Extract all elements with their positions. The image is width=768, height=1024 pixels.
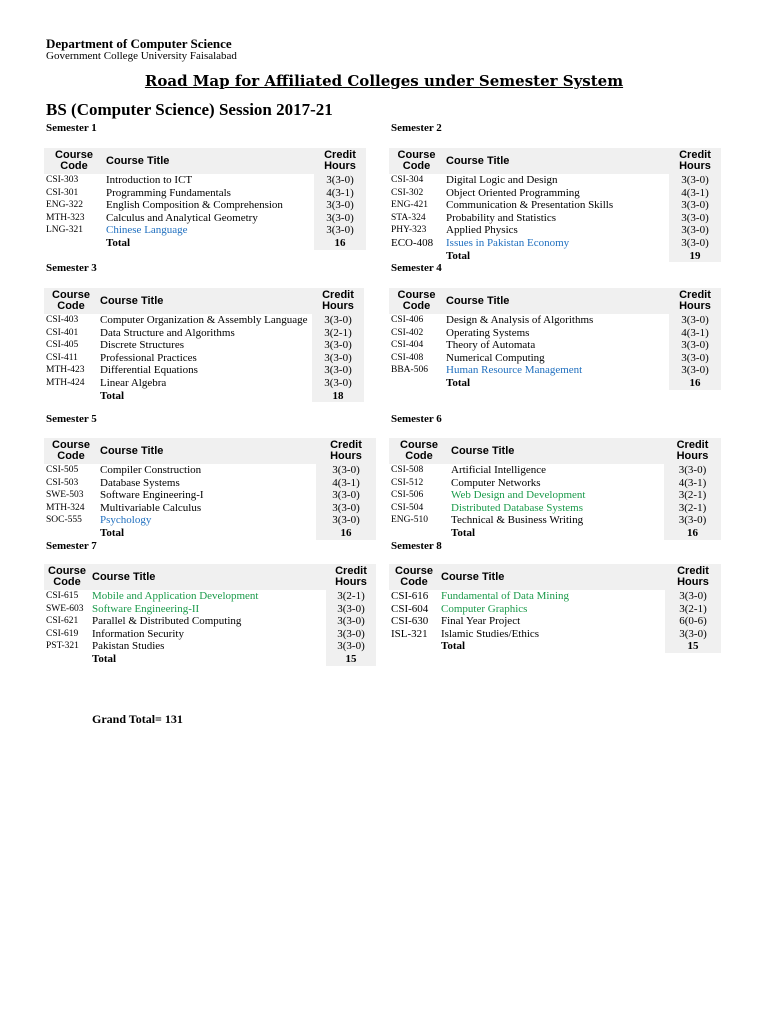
course-row	[44, 615, 376, 628]
total-credits: 15	[326, 653, 376, 666]
course-title: Digital Logic and Design	[446, 174, 558, 186]
credit-hours: 3(3-0)	[312, 352, 364, 365]
course-code: CSI-301	[46, 187, 79, 198]
credit-hours: 3(3-0)	[312, 314, 364, 327]
course-title[interactable]: Software Engineering-II	[92, 602, 200, 615]
course-code: CSI-304	[391, 175, 424, 185]
header-course-title: Course Title	[444, 288, 669, 314]
header-course-code: Course Code	[44, 288, 98, 314]
course-row	[389, 187, 721, 200]
header-course-title: Course Title	[449, 438, 664, 464]
course-code: MTH-323	[46, 212, 85, 223]
total-credits: 16	[316, 527, 376, 540]
course-code: BBA-506	[391, 365, 428, 376]
header-course-code: Course Code	[389, 288, 444, 314]
course-code: CSI-616	[391, 590, 429, 602]
credit-hours: 3(2-1)	[664, 489, 721, 502]
credit-hours: 4(3-1)	[314, 187, 366, 200]
course-row	[389, 590, 721, 603]
credit-hours: 4(3-1)	[669, 187, 721, 200]
course-code: CSI-619	[46, 628, 79, 639]
total-row	[389, 250, 721, 263]
course-title: Artificial Intelligence	[451, 464, 546, 476]
header-course-code: Course Code	[389, 564, 439, 590]
course-code: ECO-408	[391, 236, 434, 249]
course-title: Computer Networks	[451, 476, 541, 489]
course-code: MTH-324	[46, 502, 85, 513]
course-row	[389, 314, 721, 327]
header-credit-hours: Credit Hours	[664, 438, 721, 464]
course-row	[44, 464, 376, 477]
credit-hours: 3(2-1)	[664, 502, 721, 515]
course-title: Calculus and Analytical Geometry	[106, 211, 258, 224]
course-row	[44, 327, 364, 340]
credit-hours: 3(2-1)	[312, 327, 364, 340]
semester-6-label: Semester 6	[391, 413, 442, 425]
course-title: Information Security	[92, 627, 184, 640]
course-title[interactable]: Fundamental of Data Mining	[441, 590, 570, 602]
course-row	[44, 212, 366, 225]
credit-hours: 3(3-0)	[669, 314, 721, 327]
course-code: SWE-503	[46, 490, 84, 501]
course-code: SWE-603	[46, 603, 84, 614]
course-code: CSI-508	[391, 465, 424, 475]
course-title: Compiler Construction	[100, 464, 202, 476]
credit-hours: 3(3-0)	[669, 237, 721, 250]
total-row	[389, 527, 721, 540]
header-course-code: Course Code	[44, 564, 90, 590]
header-course-code: Course Code	[44, 438, 98, 464]
credit-hours: 3(3-0)	[664, 514, 721, 527]
course-row	[44, 477, 376, 490]
semester-8-table	[389, 564, 721, 653]
course-code: CSI-403	[46, 315, 79, 325]
total-credits: 16	[314, 237, 366, 250]
header-credit-hours: Credit Hours	[326, 564, 376, 590]
course-title: Numerical Computing	[446, 351, 545, 364]
session-title: BS (Computer Science) Session 2017-21	[46, 100, 333, 119]
course-code: LNG-321	[46, 225, 83, 236]
credit-hours: 3(3-0)	[312, 339, 364, 352]
course-title: Communication & Presentation Skills	[446, 199, 614, 212]
total-label: Total	[446, 249, 471, 262]
course-title[interactable]: Mobile and Application Development	[92, 590, 259, 602]
header-course-title: Course Title	[439, 564, 665, 590]
course-code: CSI-401	[46, 327, 79, 338]
credit-hours: 3(3-0)	[316, 514, 376, 527]
credit-hours: 3(3-0)	[326, 640, 376, 653]
course-row	[389, 502, 721, 515]
credit-hours: 3(3-0)	[316, 464, 376, 477]
course-title: Theory of Automata	[446, 339, 536, 352]
course-row	[389, 364, 721, 377]
semester-5-table	[44, 438, 376, 540]
credit-hours: 3(2-1)	[326, 590, 376, 603]
course-title[interactable]: Distributed Database Systems	[451, 501, 583, 514]
total-credits: 18	[312, 390, 364, 403]
header-course-title: Course Title	[98, 288, 312, 314]
semester-3-table	[44, 288, 364, 402]
course-title[interactable]: Chinese Language	[106, 224, 188, 237]
total-credits: 16	[664, 527, 721, 540]
course-code: SOC-555	[46, 515, 82, 526]
course-title: Database Systems	[100, 476, 180, 489]
credit-hours: 3(3-0)	[316, 489, 376, 502]
total-spacer	[389, 527, 449, 540]
course-row	[389, 603, 721, 616]
total-spacer	[44, 527, 98, 540]
semester-4-table	[389, 288, 721, 390]
course-code: CSI-512	[391, 477, 424, 488]
credit-hours: 3(3-0)	[669, 364, 721, 377]
total-spacer	[389, 640, 439, 653]
credit-hours: 3(3-0)	[314, 174, 366, 187]
credit-hours: 3(3-0)	[326, 615, 376, 628]
course-title: Applied Physics	[446, 224, 518, 237]
course-title: Linear Algebra	[100, 376, 167, 389]
course-code: ENG-510	[391, 515, 428, 526]
course-row	[44, 224, 366, 237]
course-row	[44, 339, 364, 352]
course-code: CSI-506	[391, 490, 424, 501]
credit-hours: 3(3-0)	[326, 603, 376, 616]
course-title: English Composition & Comprehension	[106, 199, 283, 212]
credit-hours: 3(3-0)	[312, 364, 364, 377]
course-row	[44, 502, 376, 515]
course-row	[389, 224, 721, 237]
course-row	[389, 339, 721, 352]
total-spacer	[389, 377, 444, 390]
course-title[interactable]: Psychology	[100, 514, 152, 527]
course-title: Islamic Studies/Ethics	[441, 627, 540, 640]
course-code: CSI-405	[46, 340, 79, 351]
course-code: CSI-615	[46, 591, 79, 601]
total-credits: 19	[669, 250, 721, 263]
credit-hours: 3(3-0)	[665, 628, 721, 641]
course-title: Parallel & Distributed Computing	[92, 615, 242, 628]
semester-2-table	[389, 148, 721, 262]
course-title: Programming Fundamentals	[106, 186, 231, 199]
course-title: Technical & Business Writing	[451, 514, 584, 527]
course-title: Multivariable Calculus	[100, 501, 202, 514]
total-label: Total	[441, 640, 466, 653]
course-title: Object Oriented Programming	[446, 186, 580, 199]
semester-5-label: Semester 5	[46, 413, 97, 425]
semester-2-label: Semester 2	[391, 122, 442, 134]
total-row	[389, 377, 721, 390]
credit-hours: 3(3-0)	[669, 199, 721, 212]
course-title[interactable]: Issues in Pakistan Economy	[446, 236, 570, 249]
total-label: Total	[92, 652, 117, 665]
course-code: CSI-504	[391, 502, 424, 513]
course-row	[389, 628, 721, 641]
course-code: CSI-404	[391, 340, 424, 351]
credit-hours: 3(3-0)	[314, 199, 366, 212]
course-code: PHY-323	[391, 225, 427, 236]
course-code: ISL-321	[391, 627, 428, 640]
header-course-title: Course Title	[98, 438, 316, 464]
semester-8-label: Semester 8	[391, 540, 442, 552]
course-row	[389, 212, 721, 225]
header-credit-hours: Credit Hours	[665, 564, 721, 590]
course-code: MTH-423	[46, 365, 85, 376]
course-title: Final Year Project	[441, 615, 521, 628]
course-row	[389, 174, 721, 187]
total-credits: 15	[665, 640, 721, 653]
credit-hours: 3(3-0)	[312, 377, 364, 390]
credit-hours: 3(3-0)	[669, 352, 721, 365]
course-row	[44, 590, 376, 603]
credit-hours: 3(3-0)	[326, 628, 376, 641]
course-row	[44, 603, 376, 616]
header-credit-hours: Credit Hours	[312, 288, 364, 314]
header-course-code: Course Code	[389, 438, 449, 464]
credit-hours: 4(3-1)	[669, 327, 721, 340]
course-title: Discrete Structures	[100, 339, 184, 352]
course-code: CSI-406	[391, 315, 424, 325]
course-row	[389, 514, 721, 527]
course-row	[44, 489, 376, 502]
course-code: CSI-302	[391, 187, 424, 198]
credit-hours: 3(3-0)	[669, 224, 721, 237]
semester-3-label: Semester 3	[46, 262, 97, 274]
course-title[interactable]: Web Design and Development	[451, 489, 586, 502]
course-row	[44, 377, 364, 390]
course-row	[389, 199, 721, 212]
credit-hours: 3(3-0)	[669, 339, 721, 352]
course-row	[44, 314, 364, 327]
course-code: MTH-424	[46, 377, 85, 388]
course-code: PST-321	[46, 641, 79, 652]
total-label: Total	[106, 236, 131, 249]
total-row	[44, 653, 376, 666]
course-title: Probability and Statistics	[446, 211, 556, 224]
course-row	[389, 464, 721, 477]
semester-7-table	[44, 564, 376, 666]
credit-hours: 3(3-0)	[316, 502, 376, 515]
course-title: Professional Practices	[100, 351, 197, 364]
header-course-code: Course Code	[389, 148, 444, 174]
course-row	[389, 615, 721, 628]
header-course-title: Course Title	[444, 148, 669, 174]
course-row	[44, 352, 364, 365]
course-code: CSI-621	[46, 616, 79, 627]
credit-hours: 3(3-0)	[664, 464, 721, 477]
total-label: Total	[446, 376, 471, 389]
course-title: Pakistan Studies	[92, 640, 165, 653]
total-label: Total	[100, 389, 125, 402]
credit-hours: 3(3-0)	[669, 212, 721, 225]
course-row	[44, 364, 364, 377]
header-course-title: Course Title	[104, 148, 314, 174]
course-row	[389, 352, 721, 365]
course-code: CSI-303	[46, 175, 79, 185]
credit-hours: 3(3-0)	[669, 174, 721, 187]
course-row	[44, 187, 366, 200]
semester-1-table	[44, 148, 366, 250]
course-code: ENG-421	[391, 200, 428, 211]
header-course-title: Course Title	[90, 564, 326, 590]
total-label: Total	[451, 526, 476, 539]
course-title: Differential Equations	[100, 364, 198, 377]
credit-hours: 3(3-0)	[314, 212, 366, 225]
course-row	[44, 199, 366, 212]
course-title: Operating Systems	[446, 326, 530, 339]
credit-hours: 3(3-0)	[665, 590, 721, 603]
semester-6-table	[389, 438, 721, 540]
semester-7-label: Semester 7	[46, 540, 97, 552]
course-row	[44, 628, 376, 641]
course-row	[389, 477, 721, 490]
course-code: STA-324	[391, 212, 426, 223]
credit-hours: 4(3-1)	[316, 477, 376, 490]
total-row	[44, 527, 376, 540]
total-spacer	[44, 237, 104, 250]
course-title: Introduction to ICT	[106, 174, 193, 186]
header-course-code: Course Code	[44, 148, 104, 174]
course-title[interactable]: Computer Graphics	[441, 602, 528, 615]
course-title: Computer Organization & Assembly Language	[100, 314, 308, 326]
total-spacer	[44, 390, 98, 403]
total-spacer	[389, 250, 444, 263]
university-name: Government College University Faisalabad	[46, 50, 237, 62]
header-credit-hours: Credit Hours	[314, 148, 366, 174]
course-code: CSI-630	[391, 615, 429, 628]
total-row	[389, 640, 721, 653]
course-row	[44, 174, 366, 187]
course-code: CSI-503	[46, 477, 79, 488]
course-code: CSI-411	[46, 352, 78, 363]
credit-hours: 6(0-6)	[665, 615, 721, 628]
course-code: CSI-505	[46, 465, 79, 475]
roadmap-title: Road Map for Affiliated Colleges under Semester System	[144, 72, 624, 90]
header-credit-hours: Credit Hours	[669, 148, 721, 174]
credit-hours: 3(3-0)	[314, 224, 366, 237]
course-title[interactable]: Human Resource Management	[446, 364, 583, 377]
header-credit-hours: Credit Hours	[669, 288, 721, 314]
course-code: CSI-408	[391, 352, 424, 363]
course-row	[44, 640, 376, 653]
course-title: Design & Analysis of Algorithms	[446, 314, 594, 326]
course-title: Software Engineering-I	[100, 489, 204, 502]
course-title: Data Structure and Algorithms	[100, 326, 235, 339]
total-row	[44, 237, 366, 250]
course-code: CSI-604	[391, 602, 429, 615]
total-credits: 16	[669, 377, 721, 390]
course-code: ENG-322	[46, 200, 83, 211]
course-row	[44, 514, 376, 527]
total-spacer	[44, 653, 90, 666]
total-label: Total	[100, 526, 125, 539]
header-credit-hours: Credit Hours	[316, 438, 376, 464]
department-name: Department of Computer Science	[46, 36, 232, 51]
course-row	[389, 327, 721, 340]
course-row	[389, 489, 721, 502]
course-row	[389, 237, 721, 250]
semester-4-label: Semester 4	[391, 262, 442, 274]
grand-total: Grand Total= 131	[92, 712, 183, 726]
total-row	[44, 390, 364, 403]
course-code: CSI-402	[391, 327, 424, 338]
credit-hours: 4(3-1)	[664, 477, 721, 490]
credit-hours: 3(2-1)	[665, 603, 721, 616]
semester-1-label: Semester 1	[46, 122, 97, 134]
